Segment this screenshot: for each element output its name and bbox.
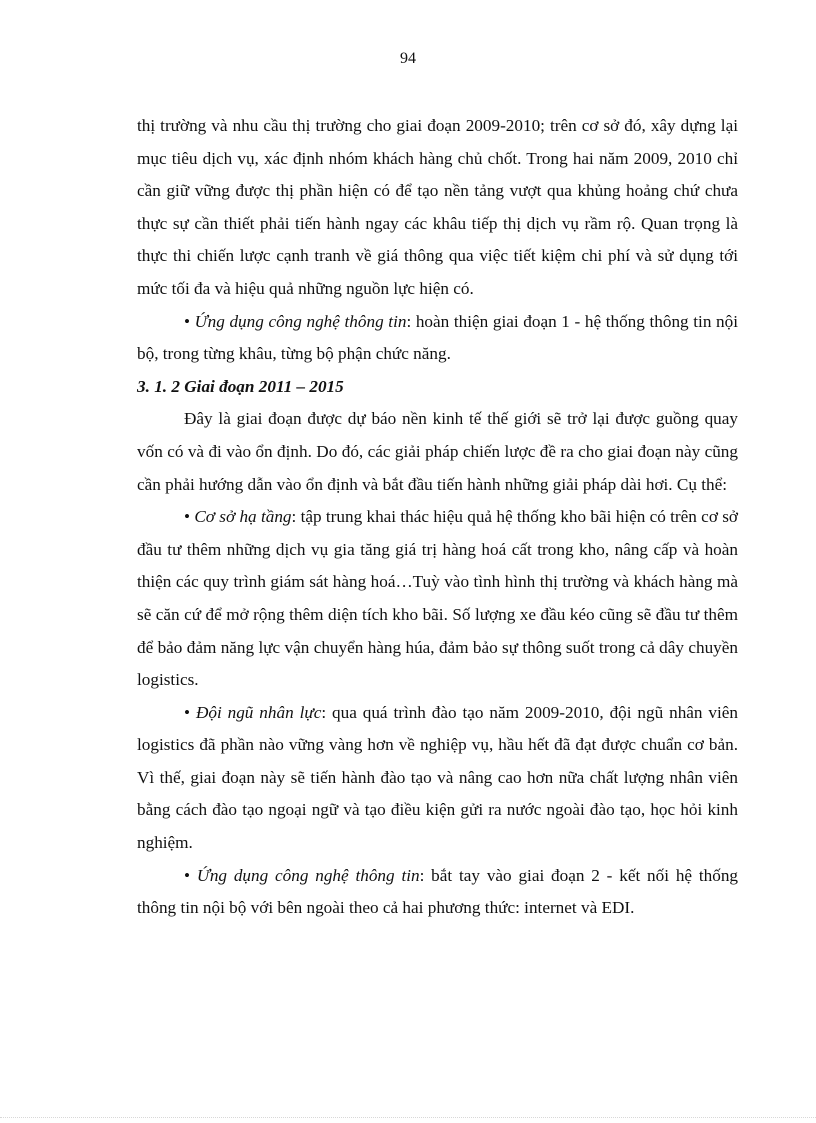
- bullet-text: : qua quá trình đào tạo năm 2009-2010, đội ngũ nhân viên logistics đã phần nào vững vàng hơn về nghiệp vụ, hầu hết đã đạt được chuẩn cơ bản. Vì thế, giai đoạn này sẽ tiến hành đào tạo và nâng cao hơn nữa chất lượng nhân viên bằng cách đào tạo ngoại ngữ và tạo điều kiện gửi ra nước ngoài đào tạo, học hỏi kinh nghiệm.: [137, 702, 738, 853]
- bullet-term: Ứng dụng công nghệ thông tin: [194, 311, 407, 331]
- bullet-text: : hoàn thiện giai đoạn 1 - hệ thống thông tin nội bộ, trong từng khâu, từng bộ phận chức năng.: [137, 311, 739, 364]
- bullet-text: : bắt tay vào giai đoạn 2 - kết nối hệ thống thông tin nội bộ với bên ngoài theo cả hai phương thức: internet và EDI.: [137, 865, 739, 918]
- page-bottom-divider: [0, 1117, 816, 1118]
- bullet-infrastructure: [137, 501, 738, 697]
- bullet-marker: •: [184, 311, 191, 331]
- bullet-marker: •: [184, 507, 191, 527]
- bullet-human-resources: [137, 697, 738, 860]
- bullet-marker: •: [184, 865, 191, 885]
- bullet-term: Đội ngũ nhân lực: [195, 702, 322, 722]
- bullet-term: Cơ sở hạ tầng: [194, 507, 292, 527]
- bullet-text: : tập trung khai thác hiệu quả hệ thống kho bãi hiện có trên cơ sở đầu tư thêm những dịch vụ gia tăng giá trị hàng hoá cất trong kho, nâng cấp và hoàn thiện các quy trình giám sát hàng hoá…Tuỳ vào tình hình thị trường và khách hàng mà sẽ căn cứ để mở rộng thêm diện tích kho bãi. Số lượng xe đầu kéo cũng sẽ đầu tư thêm để bảo đảm năng lực vận chuyển hàng húa, đảm bảo sự thông suốt trong cả dây chuyền logistics.: [137, 507, 738, 690]
- paragraph-intro-2011-2015: Đây là giai đoạn được dự báo nền kinh tế thế giới sẽ trở lại được guồng quay vốn có và đi vào ổn định. Do đó, các giải pháp chiến lược đề ra cho giai đoạn này cũng cần phải hướng dẫn vào ổn định và bắt đầu tiến hành những giải pháp dài hơi. Cụ thể:: [137, 409, 738, 494]
- page-number: 94: [400, 50, 416, 67]
- bullet-marker: •: [184, 702, 191, 722]
- section-heading: 3. 1. 2 Giai đoạn 2011 – 2015: [137, 376, 344, 396]
- page-content: [137, 110, 738, 925]
- paragraph-continuation: thị trường và nhu cầu thị trường cho giai đoạn 2009-2010; trên cơ sở đó, xây dựng lại mục tiêu dịch vụ, xác định nhóm khách hàng chủ chốt. Trong hai năm 2009, 2010 chỉ cần giữ vững được thị phần hiện có để tạo nền tảng vượt qua khủng hoảng chứ chưa thực sự cần thiết phải tiến hành ngay các khâu tiếp thị dịch vụ rầm rộ. Quan trọng là thực thi chiến lược cạnh tranh về giá thông qua việc tiết kiệm chi phí và sử dụng tới mức tối đa và hiệu quả những nguồn lực hiện có.: [137, 116, 738, 298]
- bullet-term: Ứng dụng công nghệ thông tin: [196, 865, 420, 885]
- bullet-it-application-phase-1: [137, 306, 738, 371]
- bullet-it-application-phase-2: [137, 860, 738, 925]
